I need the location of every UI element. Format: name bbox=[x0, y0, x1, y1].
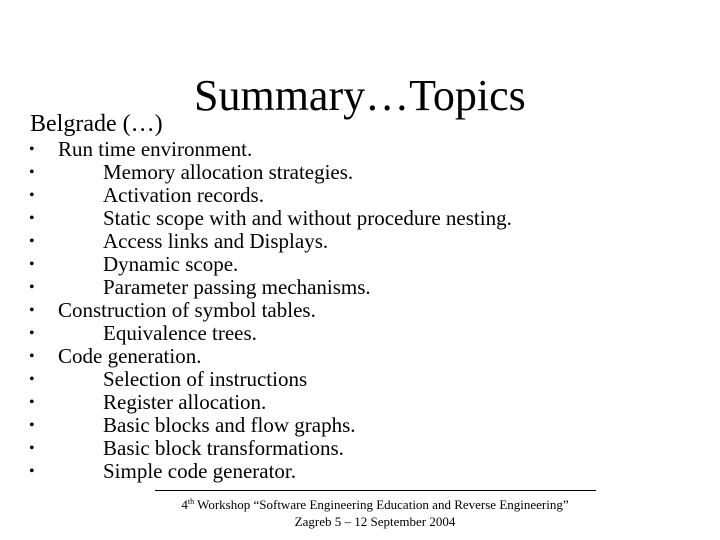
bullet-dot-icon: • bbox=[29, 463, 35, 480]
footer-workshop-text: Workshop “Software Engineering Education and Reverse Engineering” bbox=[194, 497, 569, 512]
bullet-text: Equivalence trees. bbox=[103, 321, 257, 345]
footer-location-dates: Zagreb 5 – 12 September 2004 bbox=[294, 514, 456, 529]
bullet-dot-icon: • bbox=[29, 141, 35, 158]
bullet-text: Simple code generator. bbox=[103, 459, 297, 483]
bullet-text: Static scope with and without procedure nesting. bbox=[103, 206, 512, 230]
slide-subtitle: Belgrade (…) bbox=[30, 111, 163, 137]
bullet-text: Memory allocation strategies. bbox=[103, 160, 354, 184]
bullet-text: Access links and Displays. bbox=[103, 229, 329, 253]
footer-workshop-number: 4 bbox=[181, 497, 188, 512]
bullet-dot-icon: • bbox=[29, 417, 35, 434]
bullet-text: Parameter passing mechanisms. bbox=[103, 275, 371, 299]
footer-divider bbox=[155, 490, 596, 491]
bullet-dot-icon: • bbox=[29, 394, 35, 411]
bullet-text: Dynamic scope. bbox=[103, 252, 239, 276]
bullet-text: Selection of instructions bbox=[103, 367, 308, 391]
bullet-dot-icon: • bbox=[29, 325, 35, 342]
bullet-text: Construction of symbol tables. bbox=[58, 298, 316, 322]
bullet-text: Run time environment. bbox=[58, 137, 253, 161]
bullet-dot-icon: • bbox=[29, 440, 35, 457]
bullet-dot-icon: • bbox=[29, 210, 35, 227]
bullet-text: Basic block transformations. bbox=[103, 436, 344, 460]
bullet-text: Activation records. bbox=[103, 183, 264, 207]
bullet-dot-icon: • bbox=[29, 233, 35, 250]
bullet-dot-icon: • bbox=[29, 187, 35, 204]
bullet-text: Code generation. bbox=[58, 344, 202, 368]
bullet-dot-icon: • bbox=[29, 164, 35, 181]
bullet-text: Basic blocks and flow graphs. bbox=[103, 413, 356, 437]
footer-ordinal-suffix: th bbox=[187, 497, 195, 506]
bullet-dot-icon: • bbox=[29, 371, 35, 388]
footer-workshop bbox=[120, 496, 630, 514]
bullet-dot-icon: • bbox=[29, 348, 35, 365]
bullet-text: Register allocation. bbox=[103, 390, 267, 414]
bullet-dot-icon: • bbox=[29, 279, 35, 296]
bullet-dot-icon: • bbox=[29, 302, 35, 319]
slide-title: Summary…Topics bbox=[194, 71, 526, 120]
bullet-dot-icon: • bbox=[29, 256, 35, 273]
